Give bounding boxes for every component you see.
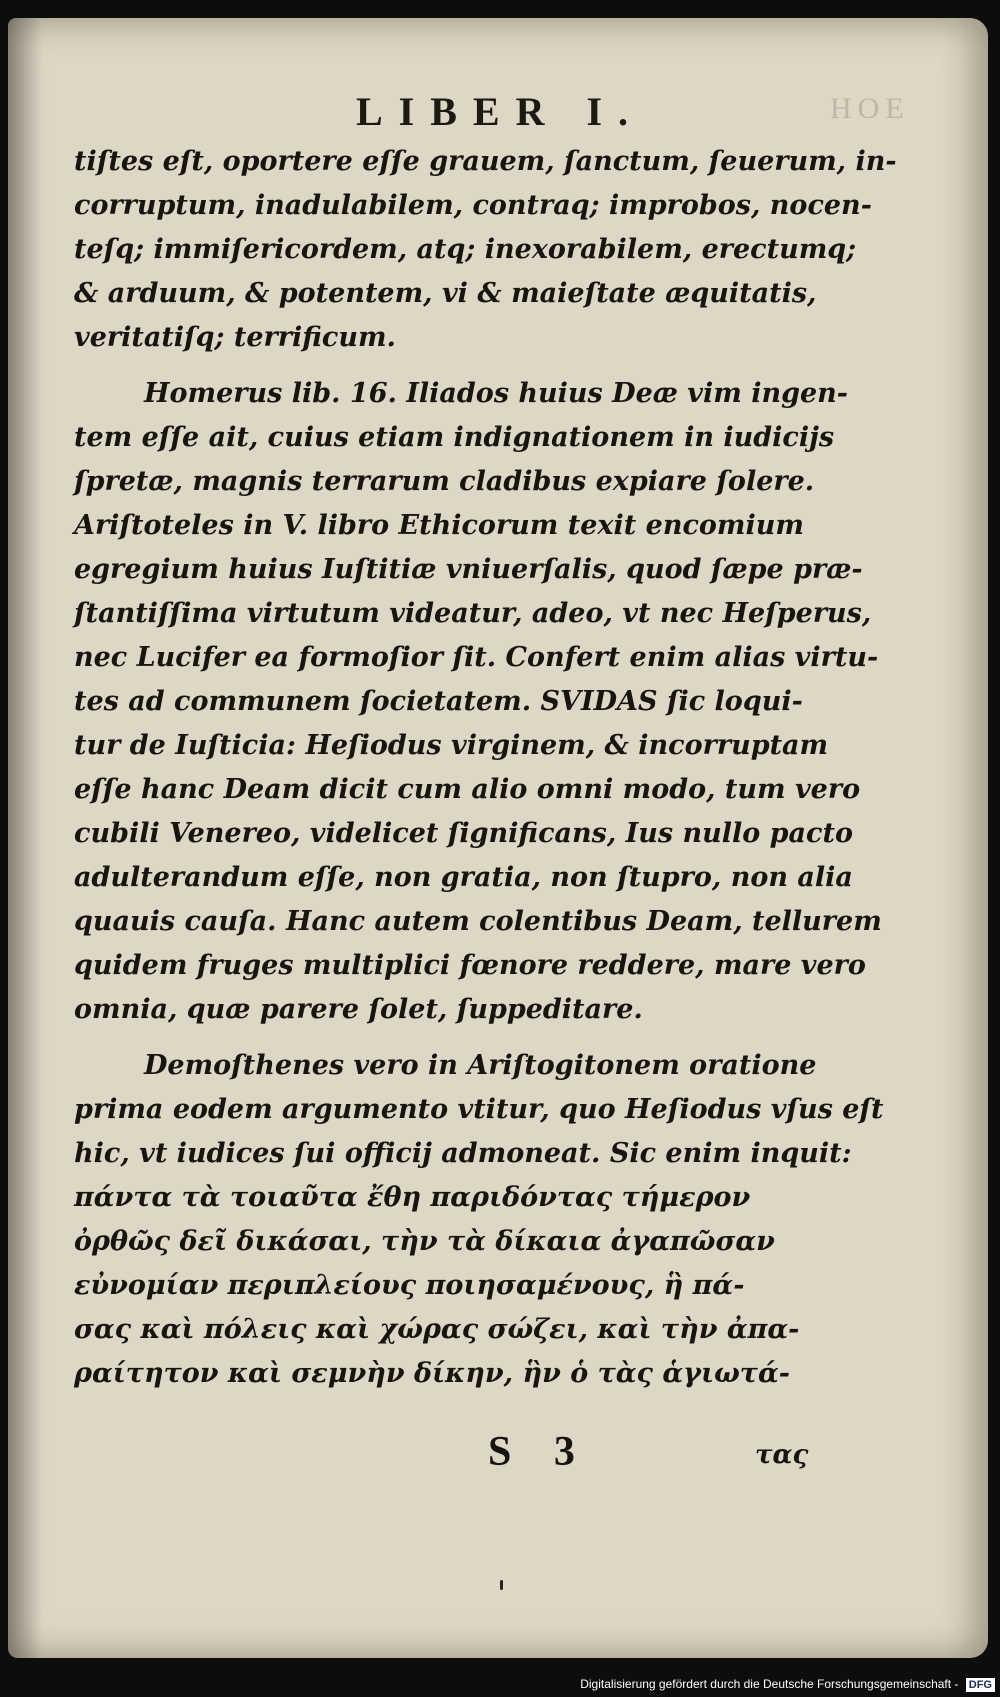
- digitization-footer: [0, 1672, 995, 1697]
- dfg-logo: DFG: [966, 1678, 995, 1692]
- greek-text-line: εὐνομίαν περιπλείους ποιησαμένους, ἣ πά-: [74, 1270, 745, 1301]
- text-line: Homerus lib. 16. Iliados huius Deæ vim ingen-: [144, 378, 849, 409]
- text-line: veritatiſq; terrificum.: [74, 322, 396, 353]
- running-title: LIBER I.: [355, 89, 645, 134]
- text-line: quauis cauſa. Hanc autem colentibus Deam, tellurem: [74, 906, 882, 937]
- text-line: eſſe hanc Deam dicit cum alio omni modo, tum vero: [74, 774, 861, 805]
- text-line: omnia, quæ parere ſolet, ſuppeditare.: [74, 994, 643, 1025]
- text-line: & arduum, & potentem, vi & maieſtate æquitatis,: [74, 278, 817, 309]
- text-line: ſtantiſſima virtutum videatur, adeo, vt nec Heſperus,: [74, 598, 872, 629]
- signature-mark: S 3: [488, 1429, 591, 1475]
- text-line: prima eodem argumento vtitur, quo Heſiodus vſus eſt: [74, 1094, 884, 1125]
- page-gutter-shadow: [8, 18, 42, 1658]
- text-line: nec Lucifer ea formoſior ſit. Confert enim alias virtu-: [74, 642, 879, 673]
- text-line: tiſtes eſt, oportere eſſe grauem, ſanctum, ſeuerum, in-: [74, 146, 897, 177]
- greek-text-line: ὀρθῶς δεῖ δικάσαι, τὴν τὰ δίκαια ἀγαπῶσαν: [74, 1226, 775, 1257]
- greek-text-line: πάντα τὰ τοιαῦτα ἔθη παριδόντας τήμερον: [74, 1182, 751, 1213]
- text-line: tes ad communem ſocietatem. SVIDAS ſic loqui-: [74, 686, 803, 717]
- greek-text-line: ραίτητον καὶ σεμνὴν δίκην, ἣν ὁ τὰς ἁγιωτά-: [74, 1358, 790, 1389]
- main-text-block: [74, 140, 897, 1396]
- catchword: τας: [755, 1440, 809, 1470]
- text-line: hic, vt iudices ſui officij admoneat. Sic enim inquit:: [74, 1138, 852, 1169]
- footer-credit: Digitalisierung gefördert durch die Deutsche Forschungsgemeinschaft -: [580, 1677, 959, 1691]
- text-line: teſq; immiſericordem, atq; inexorabilem, erectumq;: [74, 234, 857, 265]
- greek-text-line: σας καὶ πόλεις καὶ χώρας σώζει, καὶ τὴν ἀπα-: [74, 1314, 800, 1345]
- text-line: quidem fruges multiplici fœnore reddere, mare vero: [74, 950, 866, 981]
- text-line: cubili Venereo, videlicet ſignificans, Ius nullo pacto: [74, 818, 853, 849]
- text-line: tem eſſe ait, cuius etiam indignationem in iudicijs: [74, 422, 835, 453]
- show-through-decoration: HOE: [830, 92, 910, 125]
- text-line: tur de Iuſticia: Heſiodus virginem, & incorruptam: [74, 730, 829, 761]
- text-line: egregium huius Iuſtitiæ vniuerſalis, quod ſæpe præ-: [74, 554, 863, 585]
- text-line: adulterandum eſſe, non gratia, non ſtupro, non alia: [74, 862, 853, 893]
- text-line: Demoſthenes vero in Ariſtogitonem oratione: [144, 1050, 817, 1081]
- ink-speck: [500, 1580, 503, 1590]
- text-line: ſpretæ, magnis terrarum cladibus expiare ſolere.: [74, 466, 815, 497]
- text-line: Ariſtoteles in V. libro Ethicorum texit encomium: [74, 510, 804, 541]
- text-line: corruptum, inadulabilem, contraq; improbos, nocen-: [74, 190, 872, 221]
